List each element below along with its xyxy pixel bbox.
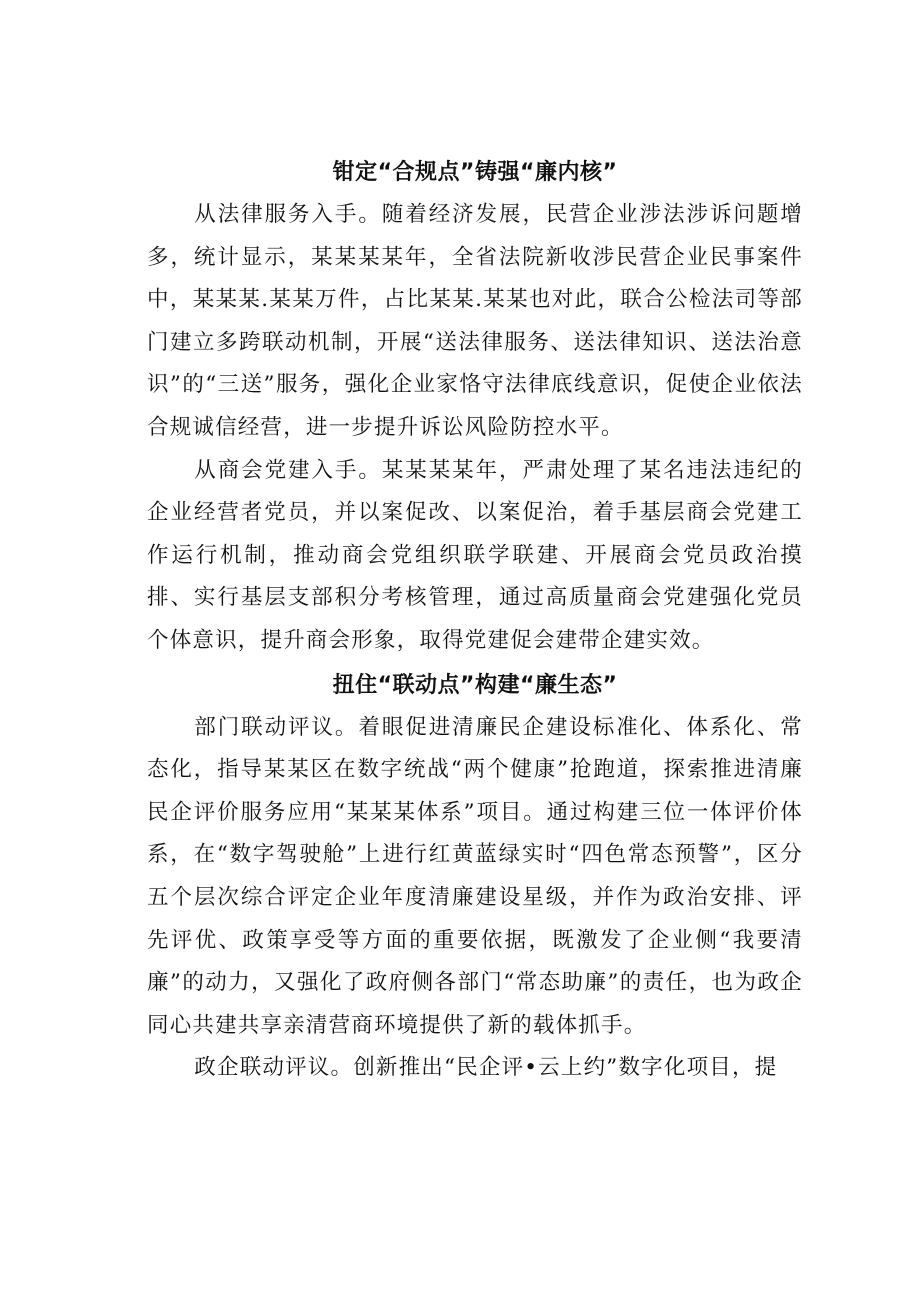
section-heading-1: 钳定“合规点”铸强“廉内核” <box>332 160 618 185</box>
section-heading-2: 扭住“联动点”构建“廉生态” <box>332 672 618 698</box>
paragraph-chamber-party-building: 从商会党建入手。某某某某年，严肃处理了某名违法违纪的企业经营者党员，并以案促改、以案促治，着手基层商会党建工作运行机制，推动商会党组织联学联建、开展商会党员政治摸排、实行基层支部积分考核管理，通过高质量商会党建强化党员个体意识，提升商会形象，取得党建促会建带企建实效。 <box>147 457 803 653</box>
paragraph-government-enterprise-review: 政企联动评议。创新推出“民企评•云上约”数字化项目，提 <box>194 1055 778 1081</box>
paragraph-department-review: 部门联动评议。着眼促进清廉民企建设标准化、体系化、常态化，指导某某区在数字统战“两个健康”抢跑道，探索推进清廉民企评价服务应用“某某某体系”项目。通过构建三位一体评价体系，在“数字驾驶舱”上进行红黄蓝绿实时“四色常态预警”，区分五个层次综合评定企业年度清廉建设星级，并作为政治安排、评先评优、政策享受等方面的重要依据，既激发了企业侧“我要清廉”的动力，又强化了政府侧各部门“常态助廉”的责任，也为政企同心共建共享亲清营商环境提供了新的载体抓手。 <box>147 714 803 1038</box>
paragraph-legal-services: 从法律服务入手。随着经济发展，民营企业涉法涉诉问题增多，统计显示，某某某某年，全省法院新收涉民营企业民事案件中，某某某.某某万件，占比某某.某某也对此，联合公检法司等部门建立多跨联动机制，开展“送法律服务、送法律知识、送法治意识”的“三送”服务，强化企业家恪守法律底线意识，促使企业依法合规诚信经营，进一步提升诉讼风险防控水平。 <box>147 202 803 440</box>
document-page <box>147 152 803 1090</box>
